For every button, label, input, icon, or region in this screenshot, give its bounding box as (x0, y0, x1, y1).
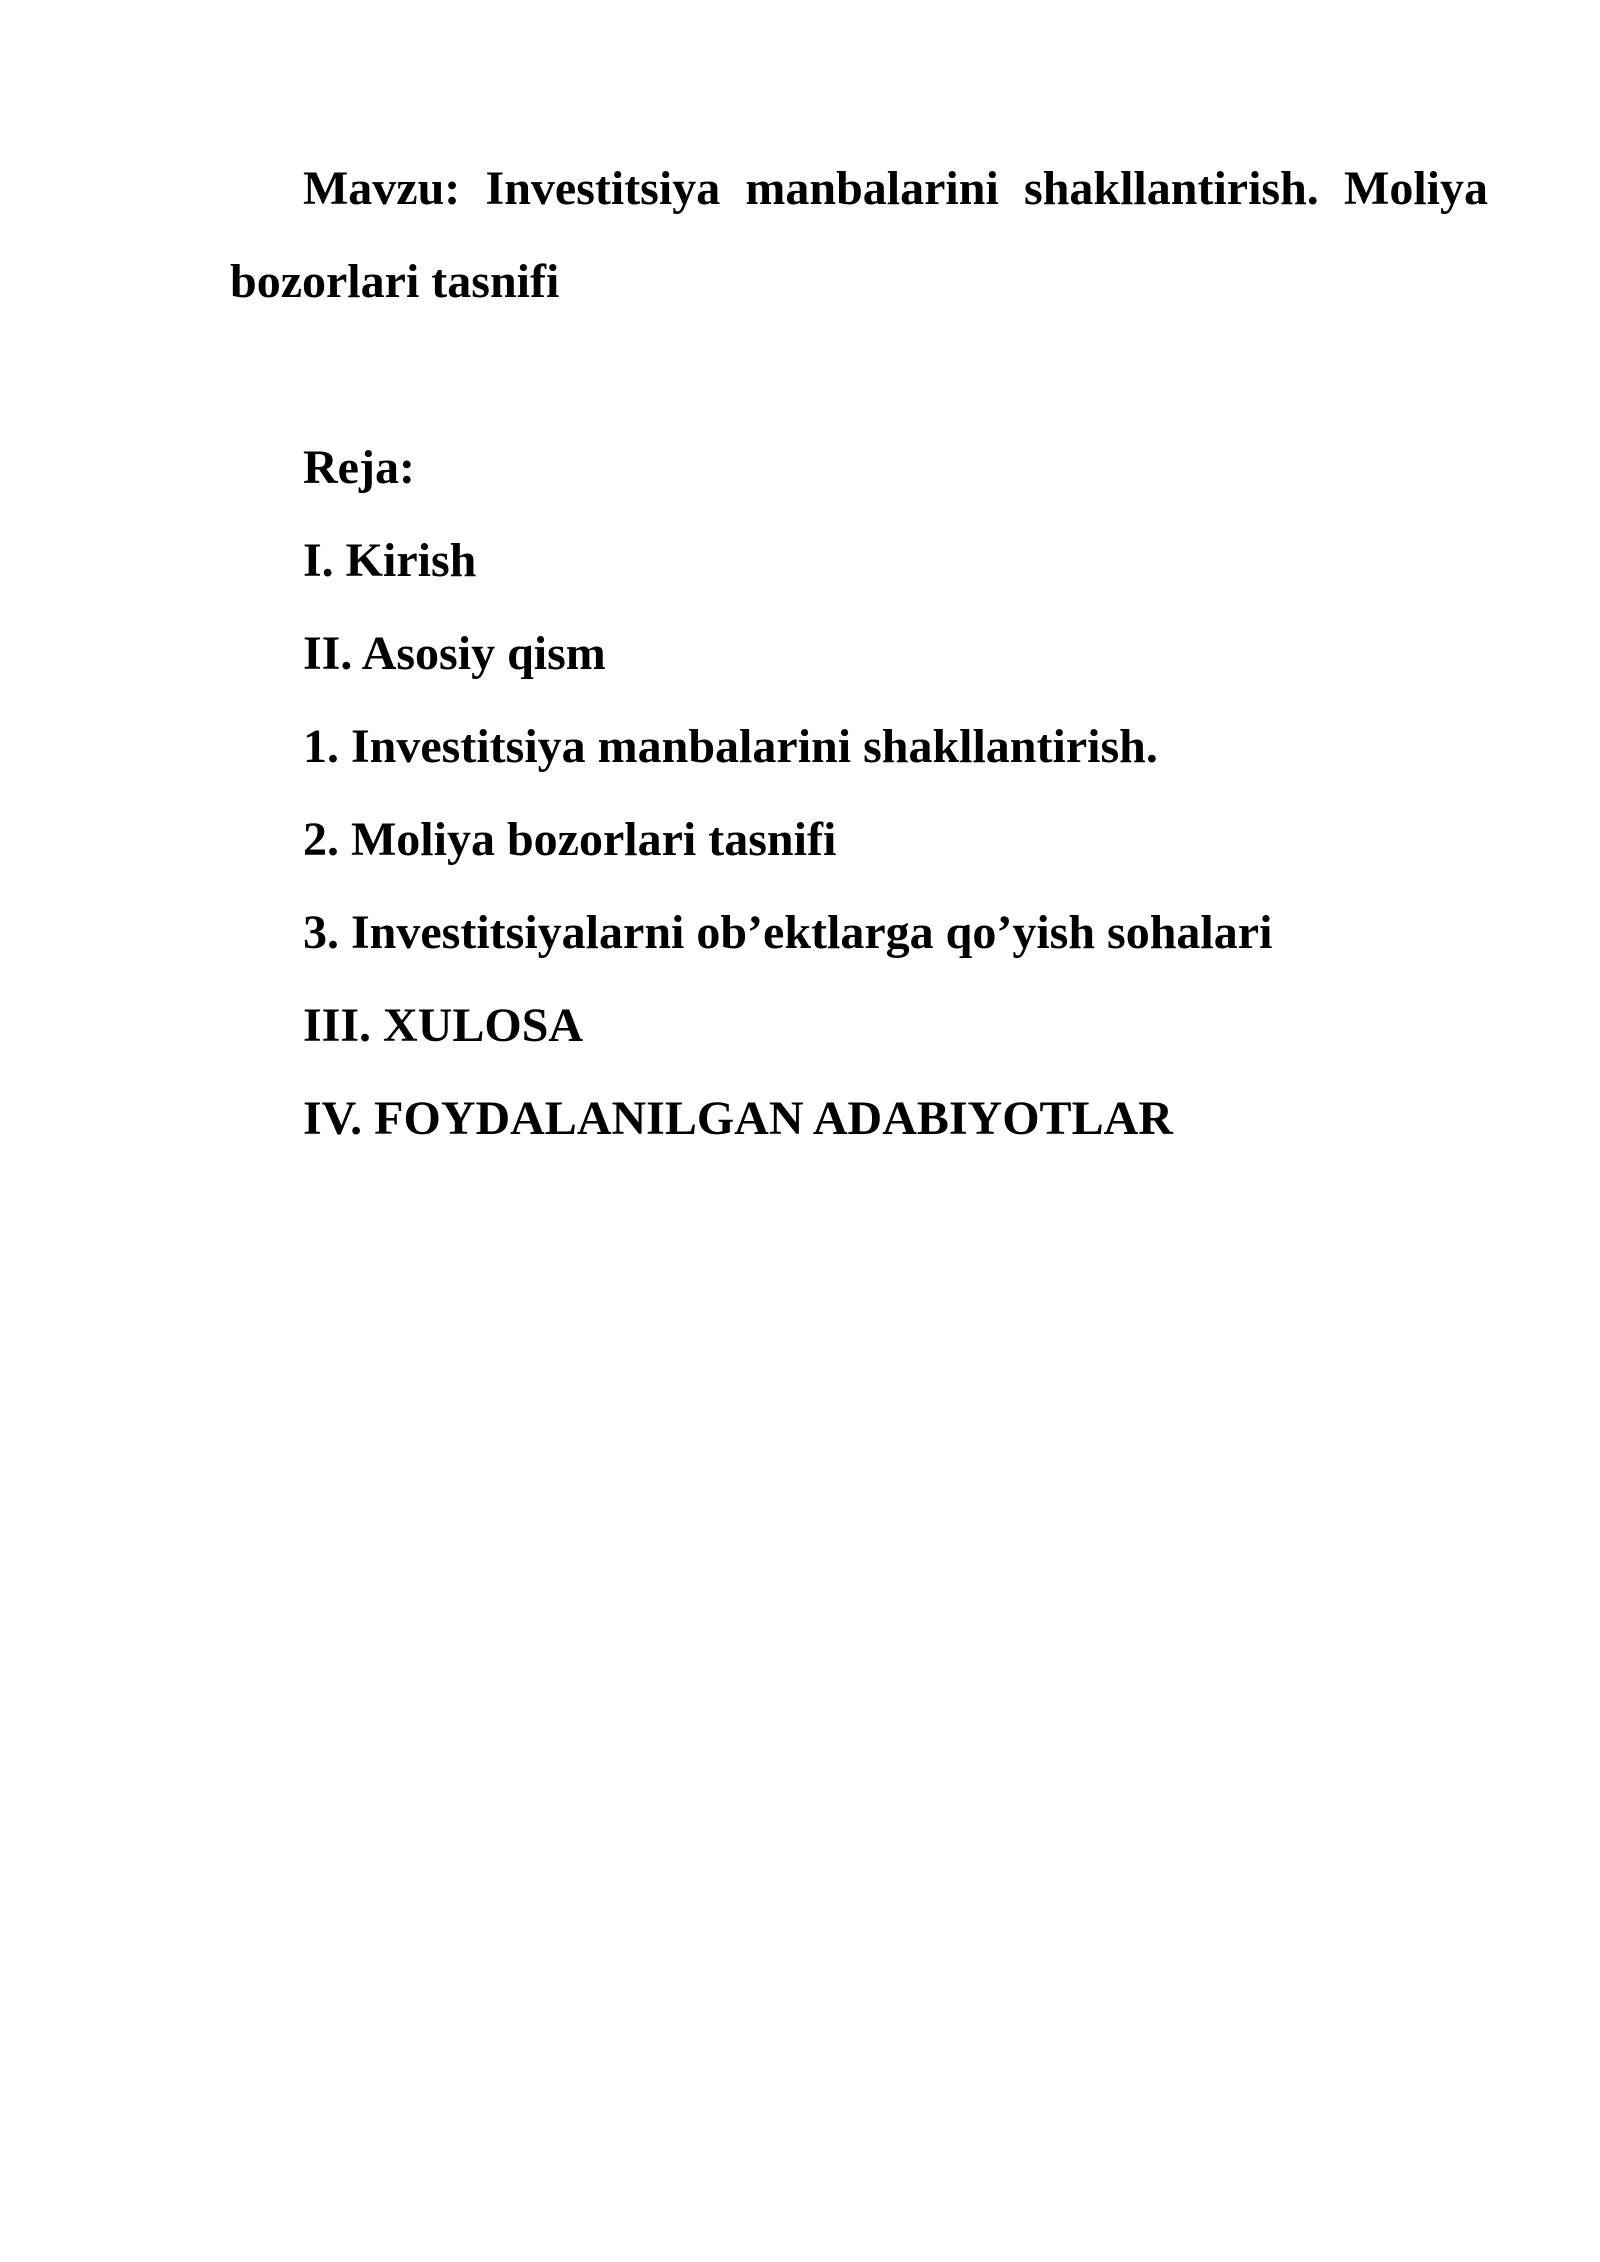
plan-item-3: 3. Investitsiyalarni ob’ektlarga qo’yish sohalari (303, 906, 1273, 959)
document-body (230, 142, 1488, 1165)
plan-item-introduction: I. Kirish (303, 534, 477, 587)
plan-item-1: 1. Investitsiya manbalarini shakllantirish. (303, 720, 1158, 773)
plan-item-conclusion: III. XULOSA (303, 999, 584, 1052)
topic-heading: Mavzu: Investitsiya manbalarini shakllantirish. Moliya bozorlari tasnifi (230, 162, 1488, 308)
plan-heading: Reja: (303, 441, 415, 494)
plan-item-2: 2. Moliya bozorlari tasnifi (303, 813, 837, 866)
spacer (230, 328, 1488, 421)
plan-item-main-part: II. Asosiy qism (303, 627, 606, 680)
plan-item-references: IV. FOYDALANILGAN ADABIYOTLAR (303, 1092, 1173, 1145)
